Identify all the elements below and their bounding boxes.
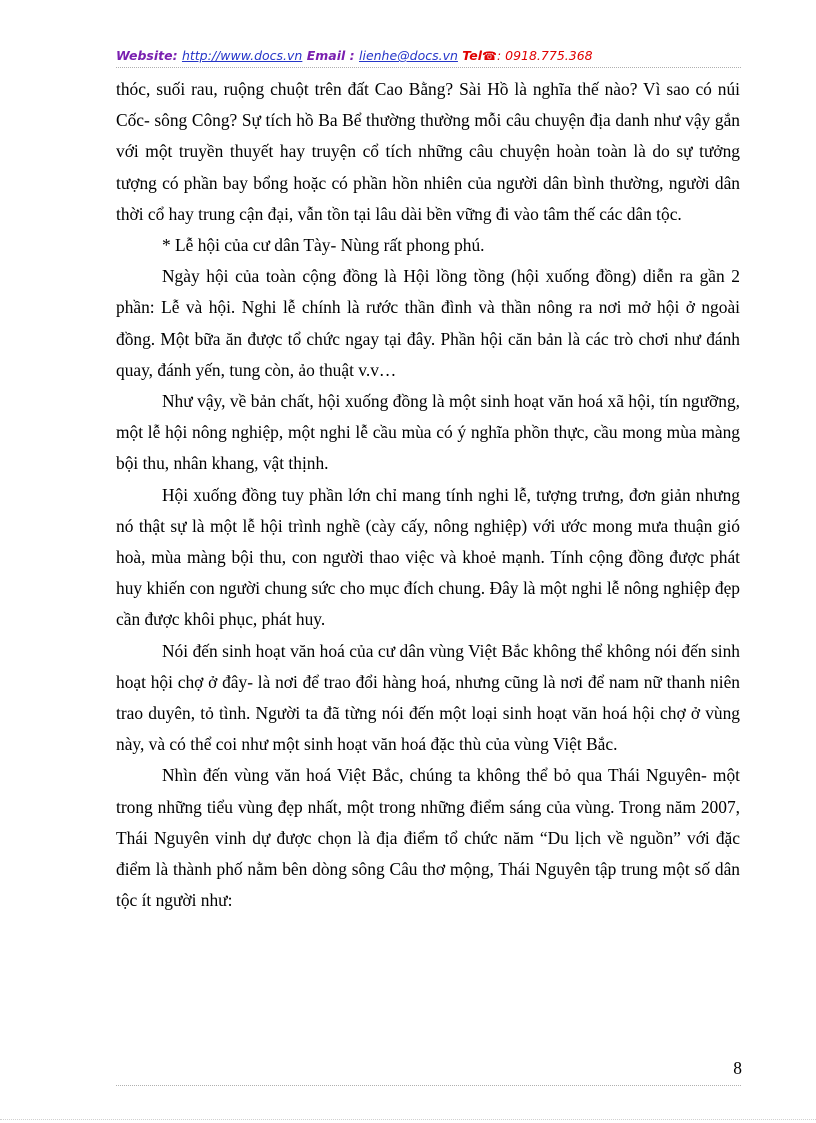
website-label: Website: <box>116 48 178 63</box>
website-link[interactable]: http://www.docs.vn <box>181 48 303 63</box>
paragraph-3: Ngày hội của toàn cộng đồng là Hội lồng tồng (hội xuống đồng) diễn ra gần 2 phần: Lễ và hội. Nghi lễ chính là rước thần đình và thần nông ra nơi mở hội ở ngoài đồng. Một bữa ăn được tổ chức ngay tại đây. Phần hội căn bản là các trò chơi như đánh quay, đánh yến, tung còn, ảo thuật v.v… <box>116 266 740 380</box>
page-edge-divider <box>0 1119 816 1120</box>
paragraph-1: thóc, suối rau, ruộng chuột trên đất Cao Bằng? Sài Hồ là nghĩa thế nào? Vì sao có núi Cốc- sông Công? Sự tích hồ Ba Bể thường thường mỗi câu chuyện địa danh như vậy gắn với một truyền thuyết hay truyện cổ tích những câu chuyện hoàn toàn là do sự tưởng tượng có phần bay bổng hoặc có phần hồn nhiên của người dân bình thường, người dân thời cổ hay trung cận đại, vẫn tồn tại lâu dài bền vững đi vào tâm thế các dân tộc. <box>116 79 740 224</box>
tel-number: : 0918.775.368 <box>496 48 593 63</box>
email-label: Email : <box>306 48 355 63</box>
paragraph-4: Như vậy, về bản chất, hội xuống đồng là một sinh hoạt văn hoá xã hội, tín ngưỡng, một lễ hội nông nghiệp, một nghi lễ cầu mùa có ý nghĩa phồn thực, cầu mong mùa màng bội thu, nhân khang, vật thịnh. <box>116 391 740 474</box>
paragraph-6: Nói đến sinh hoạt văn hoá của cư dân vùng Việt Bắc không thể không nói đến sinh hoạt hội chợ ở đây- là nơi để trao đổi hàng hoá, nhưng cũng là nơi để nam nữ thanh niên trao duyên, tỏ tình. Người ta đã từng nói đến một loại sinh hoạt văn hoá hội chợ ở vùng này, và có thể coi như một sinh hoạt văn hoá đặc thù của vùng Việt Bắc. <box>116 640 740 755</box>
telephone-icon: ☎ <box>481 49 497 63</box>
paragraph-2: * Lễ hội của cư dân Tày- Nùng rất phong phú. <box>162 235 485 256</box>
tel-label: Tel <box>462 48 482 63</box>
footer-divider <box>116 1085 741 1086</box>
page-header <box>116 48 741 66</box>
page-number: 8 <box>733 1058 742 1078</box>
email-link[interactable]: lienhe@docs.vn <box>359 48 458 63</box>
header-divider <box>116 67 741 68</box>
body-text <box>116 74 740 916</box>
paragraph-7: Nhìn đến vùng văn hoá Việt Bắc, chúng ta không thể bỏ qua Thái Nguyên- một trong những tiểu vùng đẹp nhất, một trong những điểm sáng của vùng. Trong năm 2007, Thái Nguyên vinh dự được chọn là địa điểm tổ chức năm “Du lịch về nguồn” với đặc điểm là thành phố nằm bên dòng sông Câu thơ mộng, Thái Nguyên tập trung một số dân tộc ít người như: <box>116 765 740 911</box>
paragraph-5: Hội xuống đồng tuy phần lớn chỉ mang tính nghi lễ, tượng trưng, đơn giản nhưng nó thật sự là một lễ hội trình nghề (cày cấy, nông nghiệp) với ước mong mưa thuận gió hoà, mùa màng bội thu, con người thao việc và khoẻ mạnh. Tính cộng đồng được phát huy khiến con người chung sức cho mục đích chung. Đây là một nghi lễ nông nghiệp đẹp cần được khôi phục, phát huy. <box>116 484 740 630</box>
